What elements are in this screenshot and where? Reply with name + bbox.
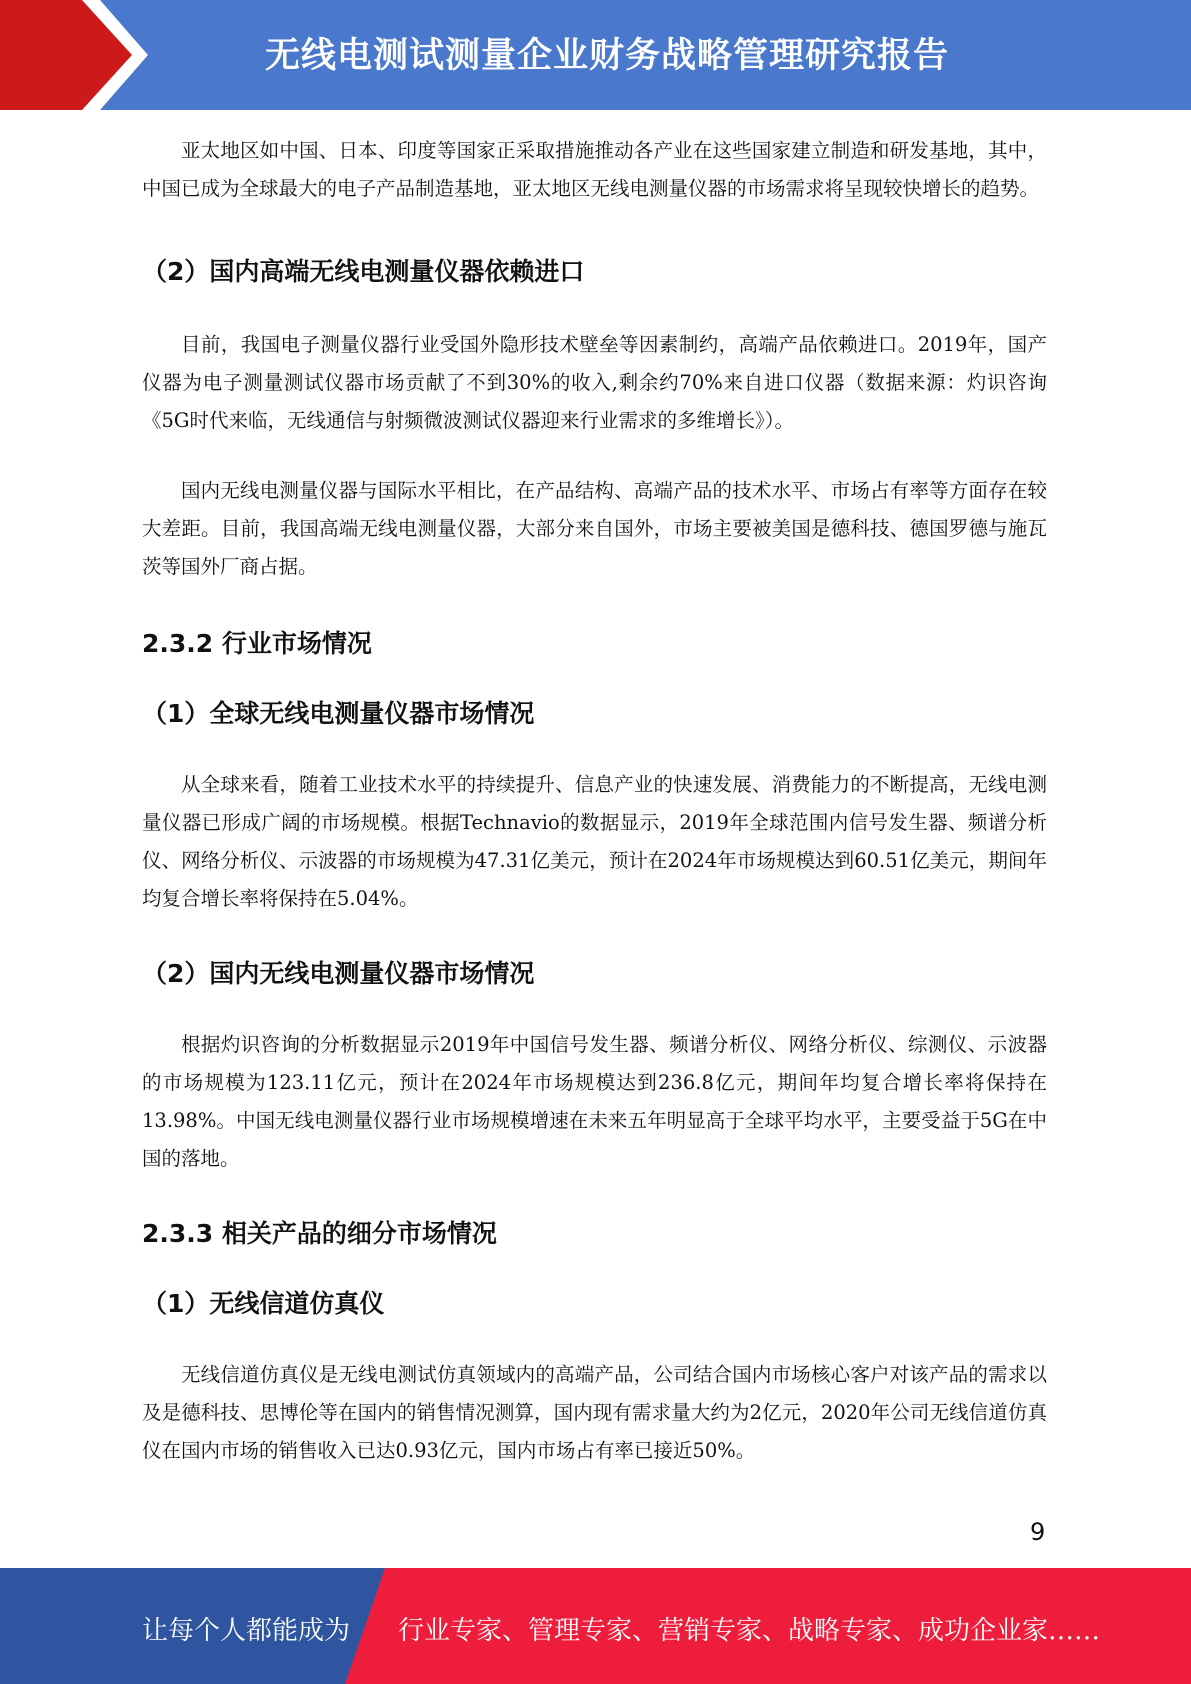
heading-channel-emulator: （1）无线信道仿真仪: [142, 1289, 385, 1318]
heading-2-3-2: 2.3.2 行业市场情况: [142, 629, 372, 658]
heading-domestic-market: （2）国内无线电测量仪器市场情况: [142, 959, 535, 988]
heading-2-3-3: 2.3.3 相关产品的细分市场情况: [142, 1219, 497, 1248]
page-header: [0, 0, 1191, 110]
paragraph-asia-pacific: 亚太地区如中国、日本、印度等国家正采取措施推动各产业在这些国家建立制造和研发基地，其中，中国已成为全球最大的电子产品制造基地，亚太地区无线电测量仪器的市场需求将呈现较快增长的趋势。: [142, 139, 1047, 200]
heading-domestic-high-end: （2）国内高端无线电测量仪器依赖进口: [142, 257, 585, 286]
paragraph-import-dependence: 目前，我国电子测量仪器行业受国外隐形技术壁垒等因素制约，高端产品依赖进口。2019年，国产仪器为电子测量测试仪器市场贡献了不到30%的收入,剩余约70%来自进口仪器（数据来源：灼识咨询《5G时代来临，无线通信与射频微波测试仪器迎来行业需求的多维增长》）。: [142, 333, 1047, 432]
paragraph-domestic-market: 根据灼识咨询的分析数据显示2019年中国信号发生器、频谱分析仪、网络分析仪、综测仪、示波器的市场规模为123.11亿元，预计在2024年市场规模达到236.8亿元，期间年均复合增长率将保持在13.98%。中国无线电测量仪器行业市场规模增速在未来五年明显高于全球平均水平，主要受益于5G在中国的落地。: [142, 1033, 1047, 1170]
report-title: 无线电测试测量企业财务战略管理研究报告: [265, 36, 950, 76]
header-red-arrow: [0, 0, 148, 110]
page-footer: [0, 1568, 1191, 1684]
page-number: 9: [1030, 1518, 1046, 1546]
footer-slogan-left: 让每个人都能成为: [142, 1616, 351, 1646]
page-content: [142, 132, 1047, 1470]
paragraph-global-market: 从全球来看，随着工业技术水平的持续提升、信息产业的快速发展、消费能力的不断提高，无线电测量仪器已形成广阔的市场规模。根据Technavio的数据显示，2019年全球范围内信号发生器、频谱分析仪、网络分析仪、示波器的市场规模为47.31亿美元，预计在2024年市场规模达到60.51亿美元，期间年均复合增长率将保持在5.04%。: [142, 773, 1047, 910]
footer-slogan-right: 行业专家、管理专家、营销专家、战略专家、成功企业家……: [398, 1616, 1101, 1646]
paragraph-channel-emulator: 无线信道仿真仪是无线电测试仿真领域内的高端产品，公司结合国内市场核心客户对该产品的需求以及是德科技、思博伦等在国内的销售情况测算，国内现有需求量大约为2亿元，2020年公司无线信道仿真仪在国内市场的销售收入已达0.93亿元，国内市场占有率已接近50%。: [142, 1363, 1047, 1462]
paragraph-gap: 国内无线电测量仪器与国际水平相比，在产品结构、高端产品的技术水平、市场占有率等方面存在较大差距。目前，我国高端无线电测量仪器，大部分来自国外，市场主要被美国是德科技、德国罗德与施瓦茨等国外厂商占据。: [142, 479, 1047, 578]
heading-global-market: （1）全球无线电测量仪器市场情况: [142, 699, 535, 728]
